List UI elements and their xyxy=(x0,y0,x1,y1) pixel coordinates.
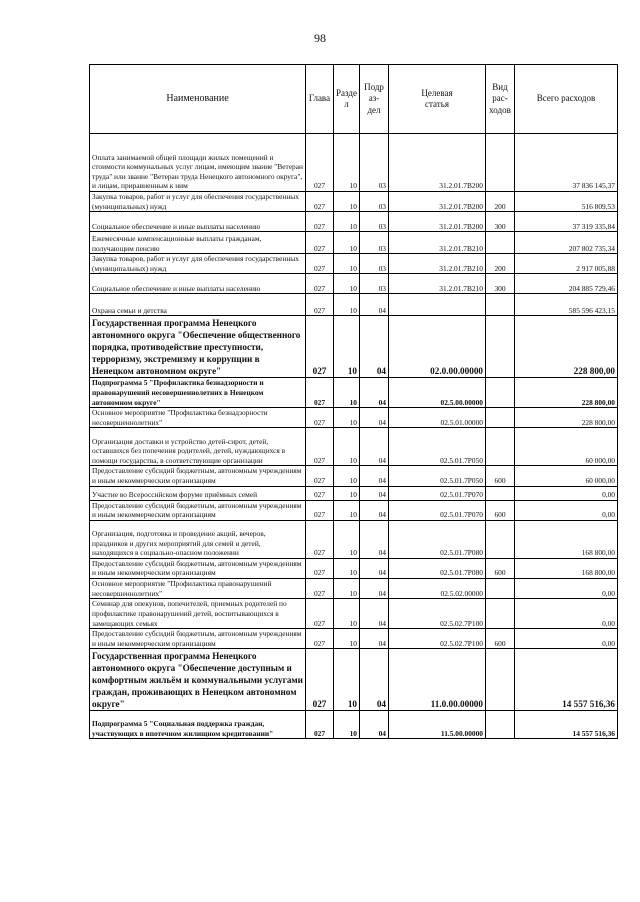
row-name: Организация, подготовка и проведение акций, вечеров, праздников и других мероприятий для семей и детей, находящихся в социально-опасном положении xyxy=(90,520,306,558)
row-target-article xyxy=(389,294,486,316)
row-total: 228 800,00 xyxy=(515,316,618,378)
row-razdel: 10 xyxy=(334,408,360,428)
row-podrazdel: 04 xyxy=(360,500,389,520)
row-total: 14 557 516,36 xyxy=(515,649,618,711)
row-razdel: 10 xyxy=(334,134,360,192)
row-glava: 027 xyxy=(306,232,334,254)
row-target-article: 31.2.01.7В210 xyxy=(389,254,486,274)
row-razdel: 10 xyxy=(334,649,360,711)
row-razdel: 10 xyxy=(334,486,360,500)
row-podrazdel: 04 xyxy=(360,486,389,500)
row-target-article: 02.0.00.00000 xyxy=(389,316,486,378)
row-podrazdel: 03 xyxy=(360,134,389,192)
table-row xyxy=(90,212,618,232)
row-total: 516 809,53 xyxy=(515,192,618,212)
row-razdel: 10 xyxy=(334,274,360,294)
header-total: Всего расходов xyxy=(515,65,618,134)
row-glava: 027 xyxy=(306,408,334,428)
row-glava: 027 xyxy=(306,558,334,578)
row-expense-type xyxy=(486,486,515,500)
row-glava: 027 xyxy=(306,378,334,408)
table-row xyxy=(90,408,618,428)
row-podrazdel: 03 xyxy=(360,254,389,274)
row-expense-type: 600 xyxy=(486,500,515,520)
row-glava: 027 xyxy=(306,599,334,629)
table-row xyxy=(90,558,618,578)
row-razdel: 10 xyxy=(334,294,360,316)
row-expense-type: 300 xyxy=(486,274,515,294)
row-expense-type: 600 xyxy=(486,558,515,578)
row-glava: 027 xyxy=(306,520,334,558)
row-name: Подпрограмма 5 "Профилактика безнадзорности и правонарушений несовершеннолетних в Ненецком автономном округе" xyxy=(90,378,306,408)
row-total: 37 319 335,84 xyxy=(515,212,618,232)
row-glava: 027 xyxy=(306,254,334,274)
table-row xyxy=(90,232,618,254)
row-target-article: 31.2.01.7В200 xyxy=(389,192,486,212)
row-expense-type xyxy=(486,428,515,466)
row-target-article: 02.5.01.7Р050 xyxy=(389,466,486,486)
row-total: 0,00 xyxy=(515,500,618,520)
header-name: Наименование xyxy=(90,65,306,134)
row-name: Оплата занимаемой общей площади жилых помещений и стоимости коммунальных услуг лицам, имеющим звание "Ветеран труда" или звание "Ветеран труда Ненецкого автономного округа", и лицам, приравненным к ним xyxy=(90,134,306,192)
row-expense-type xyxy=(486,520,515,558)
row-name: Участие во Всероссийском форуме приёмных семей xyxy=(90,486,306,500)
row-glava: 027 xyxy=(306,134,334,192)
table-row xyxy=(90,578,618,598)
table-row xyxy=(90,274,618,294)
table-row xyxy=(90,520,618,558)
row-razdel: 10 xyxy=(334,428,360,466)
row-glava: 027 xyxy=(306,649,334,711)
row-podrazdel: 04 xyxy=(360,408,389,428)
row-razdel: 10 xyxy=(334,254,360,274)
table-row xyxy=(90,649,618,711)
row-razdel: 10 xyxy=(334,520,360,558)
row-podrazdel: 04 xyxy=(360,578,389,598)
row-razdel: 10 xyxy=(334,192,360,212)
row-name: Государственная программа Ненецкого автономного округа "Обеспечение доступным и комфортным жильём и коммунальными услугами граждан, проживающих в Ненецком автономном округе" xyxy=(90,649,306,711)
table-row xyxy=(90,294,618,316)
table-row xyxy=(90,486,618,500)
row-razdel: 10 xyxy=(334,599,360,629)
row-target-article: 02.5.01.7Р070 xyxy=(389,500,486,520)
row-name: Подпрограмма 5 "Социальная поддержка граждан, участвующих в ипотечном жилищном кредитовании" xyxy=(90,711,306,739)
row-glava: 027 xyxy=(306,466,334,486)
row-expense-type xyxy=(486,134,515,192)
row-name: Основное мероприятие "Профилактика правонарушений несовершеннолетних" xyxy=(90,578,306,598)
row-target-article: 02.5.01.7Р080 xyxy=(389,520,486,558)
row-name: Социальное обеспечение и иные выплаты населению xyxy=(90,212,306,232)
row-glava: 027 xyxy=(306,500,334,520)
row-podrazdel: 04 xyxy=(360,711,389,739)
row-total: 228 800,00 xyxy=(515,408,618,428)
row-podrazdel: 03 xyxy=(360,212,389,232)
row-total: 585 596 423,15 xyxy=(515,294,618,316)
row-glava: 027 xyxy=(306,629,334,649)
row-name: Предоставление субсидий бюджетным, автономным учреждениям и иным некоммерческим организациям xyxy=(90,629,306,649)
table-row xyxy=(90,711,618,739)
row-total: 37 836 145,37 xyxy=(515,134,618,192)
row-target-article: 11.5.00.00000 xyxy=(389,711,486,739)
row-total: 0,00 xyxy=(515,578,618,598)
row-name: Закупка товаров, работ и услуг для обеспечения государственных (муниципальных) нужд xyxy=(90,192,306,212)
row-razdel: 10 xyxy=(334,316,360,378)
row-total: 228 800,00 xyxy=(515,378,618,408)
row-total: 14 557 516,36 xyxy=(515,711,618,739)
row-name: Ежемесячные компенсационные выплаты гражданам, получающим пенсию xyxy=(90,232,306,254)
row-razdel: 10 xyxy=(334,629,360,649)
row-podrazdel: 03 xyxy=(360,232,389,254)
header-target-article: Целевая статья xyxy=(389,65,486,134)
row-total: 0,00 xyxy=(515,486,618,500)
row-expense-type xyxy=(486,599,515,629)
row-target-article: 02.5.02.00000 xyxy=(389,578,486,598)
row-total: 0,00 xyxy=(515,629,618,649)
row-total: 0,00 xyxy=(515,599,618,629)
row-expense-type: 200 xyxy=(486,254,515,274)
row-expense-type: 600 xyxy=(486,466,515,486)
table-body xyxy=(90,134,618,739)
row-total: 60 000,00 xyxy=(515,466,618,486)
row-podrazdel: 04 xyxy=(360,428,389,466)
row-name: Организация доставки и устройство детей-сирот, детей, оставшихся без попечения родителей, детей, нуждающихся в помощи государства, в соответствующие организации xyxy=(90,428,306,466)
row-glava: 027 xyxy=(306,711,334,739)
table-row xyxy=(90,378,618,408)
row-target-article: 02.5.01.7Р050 xyxy=(389,428,486,466)
row-total: 204 885 729,46 xyxy=(515,274,618,294)
row-expense-type xyxy=(486,232,515,254)
row-target-article: 31.2.01.7В200 xyxy=(389,134,486,192)
row-expense-type xyxy=(486,578,515,598)
row-expense-type xyxy=(486,408,515,428)
row-glava: 027 xyxy=(306,428,334,466)
row-razdel: 10 xyxy=(334,466,360,486)
row-glava: 027 xyxy=(306,192,334,212)
table-row xyxy=(90,599,618,629)
table-row xyxy=(90,316,618,378)
row-target-article: 02.5.02.7Р100 xyxy=(389,629,486,649)
row-total: 207 802 735,34 xyxy=(515,232,618,254)
row-name: Закупка товаров, работ и услуг для обеспечения государственных (муниципальных) нужд xyxy=(90,254,306,274)
table-row xyxy=(90,134,618,192)
header-expense-type: Вид рас- ходов xyxy=(486,65,515,134)
row-glava: 027 xyxy=(306,316,334,378)
row-podrazdel: 03 xyxy=(360,192,389,212)
row-total: 2 917 005,88 xyxy=(515,254,618,274)
header-razdel: Разде л xyxy=(334,65,360,134)
row-podrazdel: 04 xyxy=(360,378,389,408)
row-expense-type xyxy=(486,649,515,711)
row-target-article: 02.5.00.00000 xyxy=(389,378,486,408)
row-podrazdel: 04 xyxy=(360,629,389,649)
row-name: Предоставление субсидий бюджетным, автономным учреждениям и иным некоммерческим организациям xyxy=(90,500,306,520)
row-podrazdel: 04 xyxy=(360,466,389,486)
table-row xyxy=(90,500,618,520)
row-razdel: 10 xyxy=(334,378,360,408)
row-total: 168 800,00 xyxy=(515,558,618,578)
row-podrazdel: 04 xyxy=(360,599,389,629)
row-target-article: 02.5.02.7Р100 xyxy=(389,599,486,629)
row-target-article: 02.5.01.00000 xyxy=(389,408,486,428)
row-target-article: 11.0.00.00000 xyxy=(389,649,486,711)
row-podrazdel: 04 xyxy=(360,294,389,316)
table-row xyxy=(90,466,618,486)
row-expense-type: 600 xyxy=(486,629,515,649)
table-row xyxy=(90,428,618,466)
row-glava: 027 xyxy=(306,578,334,598)
row-podrazdel: 03 xyxy=(360,274,389,294)
header-glava: Глава xyxy=(306,65,334,134)
row-total: 60 000,00 xyxy=(515,428,618,466)
row-name: Государственная программа Ненецкого автономного округа "Обеспечение общественного порядка, противодействие преступности, терроризму, экстремизму и коррупции в Ненецком автономном округе" xyxy=(90,316,306,378)
row-podrazdel: 04 xyxy=(360,558,389,578)
row-expense-type xyxy=(486,711,515,739)
table-header-row xyxy=(90,65,618,134)
table-row xyxy=(90,254,618,274)
row-target-article: 02.5.01.7Р070 xyxy=(389,486,486,500)
row-podrazdel: 04 xyxy=(360,520,389,558)
table-row xyxy=(90,192,618,212)
row-name: Основное мероприятие "Профилактика безнадзорности несовершеннолетних" xyxy=(90,408,306,428)
row-target-article: 31.2.01.7В210 xyxy=(389,232,486,254)
row-name: Охрана семьи и детства xyxy=(90,294,306,316)
row-razdel: 10 xyxy=(334,500,360,520)
row-target-article: 31.2.01.7В200 xyxy=(389,212,486,232)
row-razdel: 10 xyxy=(334,232,360,254)
row-glava: 027 xyxy=(306,294,334,316)
row-name: Предоставление субсидий бюджетным, автономным учреждениям и иным некоммерческим организациям xyxy=(90,558,306,578)
row-glava: 027 xyxy=(306,486,334,500)
row-expense-type xyxy=(486,378,515,408)
row-podrazdel: 04 xyxy=(360,649,389,711)
row-expense-type xyxy=(486,294,515,316)
row-expense-type xyxy=(486,316,515,378)
table-row xyxy=(90,629,618,649)
row-podrazdel: 04 xyxy=(360,316,389,378)
row-name: Социальное обеспечение и иные выплаты населению xyxy=(90,274,306,294)
row-expense-type: 200 xyxy=(486,192,515,212)
row-glava: 027 xyxy=(306,274,334,294)
page-number: 98 xyxy=(314,31,326,45)
header-podrazdel: Подр аз- дел xyxy=(360,65,389,134)
row-razdel: 10 xyxy=(334,558,360,578)
row-total: 168 800,00 xyxy=(515,520,618,558)
row-name: Семинар для опекунов, попечителей, приемных родителей по профилактике правонарушений детей, воспитывающихся в замещающих семьях xyxy=(90,599,306,629)
row-target-article: 02.5.01.7Р080 xyxy=(389,558,486,578)
row-glava: 027 xyxy=(306,212,334,232)
row-expense-type: 300 xyxy=(486,212,515,232)
row-razdel: 10 xyxy=(334,711,360,739)
budget-table xyxy=(89,64,618,739)
row-razdel: 10 xyxy=(334,212,360,232)
row-name: Предоставление субсидий бюджетным, автономным учреждениям и иным некоммерческим организациям xyxy=(90,466,306,486)
row-razdel: 10 xyxy=(334,578,360,598)
row-target-article: 31.2.01.7В210 xyxy=(389,274,486,294)
